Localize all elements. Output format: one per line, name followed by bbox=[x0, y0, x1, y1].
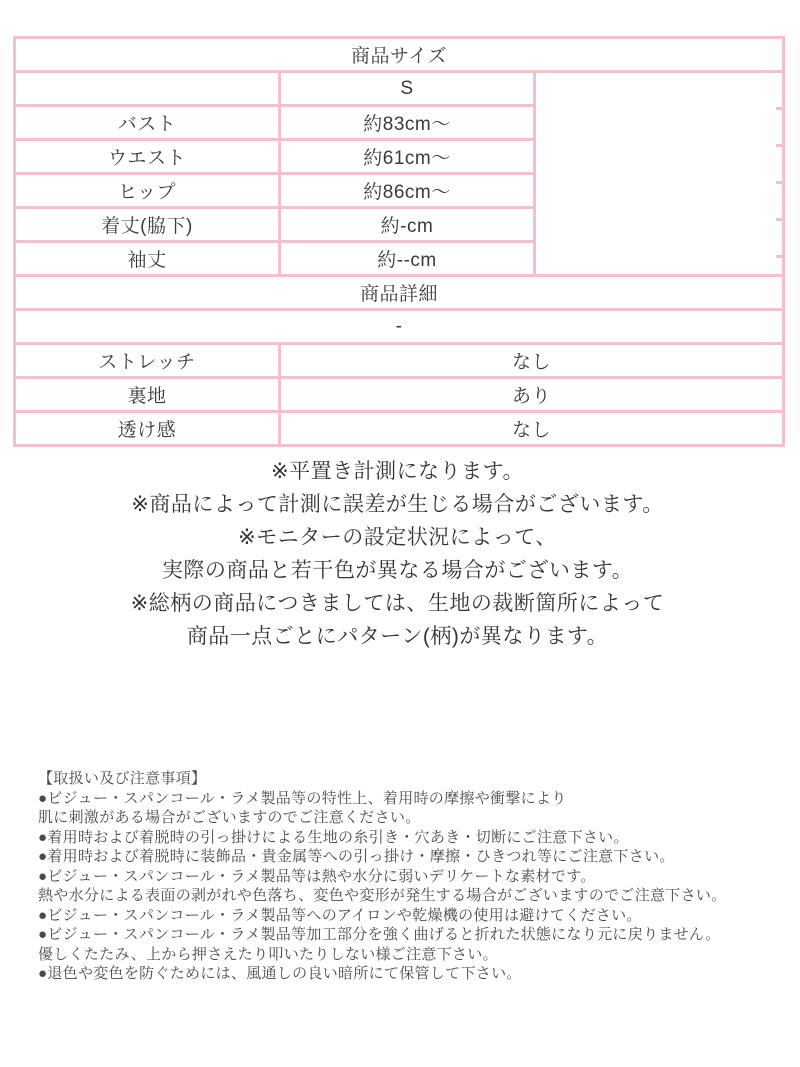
measure-value-bust: 約83cm～ bbox=[280, 106, 535, 140]
detail-label-sheerness: 透け感 bbox=[15, 412, 280, 446]
handling-line: ●退色や変色を防ぐためには、風通しの良い暗所にて保管して下さい。 bbox=[38, 965, 522, 982]
measure-label-bust: バスト bbox=[15, 106, 280, 140]
border-stub-ticks bbox=[776, 73, 782, 274]
table-row bbox=[15, 378, 784, 412]
note-line: ※総柄の商品につきましては、生地の裁断箇所によって bbox=[130, 592, 665, 615]
note-line: 実際の商品と若干色が異なる場合がございます。 bbox=[161, 559, 634, 582]
detail-value-lining: あり bbox=[280, 378, 784, 412]
handling-notes-block bbox=[38, 769, 778, 984]
detail-title-row bbox=[15, 276, 784, 310]
detail-value-cell: - bbox=[15, 310, 784, 344]
handling-line: 肌に刺激がある場合がございますのでご注意ください。 bbox=[38, 809, 421, 826]
handling-line: ●ビジュー・スパンコール・ラメ製品等の特性上、着用時の摩擦や衝撃により bbox=[38, 789, 567, 807]
handling-line: ●着用時および着脱時の引っ掛けによる生地の糸引き・穴あき・切断にご注意下さい。 bbox=[38, 828, 629, 846]
handling-title: 【取扱い及び注意事項】 bbox=[38, 770, 207, 787]
handling-line: ●ビジュー・スパンコール・ラメ製品等は熱や水分に弱いデリケートな素材です。 bbox=[38, 867, 596, 885]
detail-value-sheerness: なし bbox=[280, 412, 784, 446]
size-table-title: 商品サイズ bbox=[15, 38, 784, 72]
measure-label-length: 着丈(脇下) bbox=[15, 208, 280, 242]
measure-label-sleeve: 袖丈 bbox=[15, 242, 280, 276]
measurement-notes bbox=[13, 455, 782, 653]
note-line: ※モニターの設定状況によって、 bbox=[238, 526, 557, 549]
detail-label-lining: 裏地 bbox=[15, 378, 280, 412]
size-title-row bbox=[15, 38, 784, 72]
detail-value-stretch: なし bbox=[280, 344, 784, 378]
measure-label-waist: ウエスト bbox=[15, 140, 280, 174]
measure-value-waist: 約61cm～ bbox=[280, 140, 535, 174]
size-header-row bbox=[15, 72, 784, 106]
size-header-empty-cell bbox=[15, 72, 280, 106]
table-row bbox=[15, 412, 784, 446]
detail-value-row bbox=[15, 310, 784, 344]
note-line: 商品一点ごとにパターン(柄)が異なります。 bbox=[186, 625, 609, 648]
handling-line: 熱や水分による表面の剥がれや色落ち、変色や変形が発生する場合がございますのでご注意下さい。 bbox=[38, 887, 727, 904]
handling-line: ●ビジュー・スパンコール・ラメ製品等へのアイロンや乾燥機の使用は避けてください。 bbox=[38, 906, 642, 924]
detail-table-title: 商品詳細 bbox=[15, 276, 784, 310]
product-size-table bbox=[13, 36, 785, 447]
note-line: ※平置き計測になります。 bbox=[271, 460, 524, 483]
size-table-empty-column bbox=[535, 72, 784, 276]
detail-label-stretch: ストレッチ bbox=[15, 344, 280, 378]
measure-value-hip: 約86cm～ bbox=[280, 174, 535, 208]
handling-line: 優しくたたみ、上から押さえたり叩いたりしない様ご注意下さい。 bbox=[38, 945, 498, 963]
handling-line: ●着用時および着脱時に装飾品・貴金属等への引っ掛け・摩擦・ひきつれ等にご注意下さい。 bbox=[38, 848, 675, 865]
measure-value-sleeve: 約--cm bbox=[280, 242, 535, 276]
measure-value-length: 約-cm bbox=[280, 208, 535, 242]
note-line: ※商品によって計測に誤差が生じる場合がございます。 bbox=[131, 493, 664, 516]
size-column-header: S bbox=[280, 72, 535, 106]
table-row bbox=[15, 344, 784, 378]
handling-line: ●ビジュー・スパンコール・ラメ製品等加工部分を強く曲げると折れた状態になり元に戻りません。 bbox=[38, 926, 721, 943]
measure-label-hip: ヒップ bbox=[15, 174, 280, 208]
